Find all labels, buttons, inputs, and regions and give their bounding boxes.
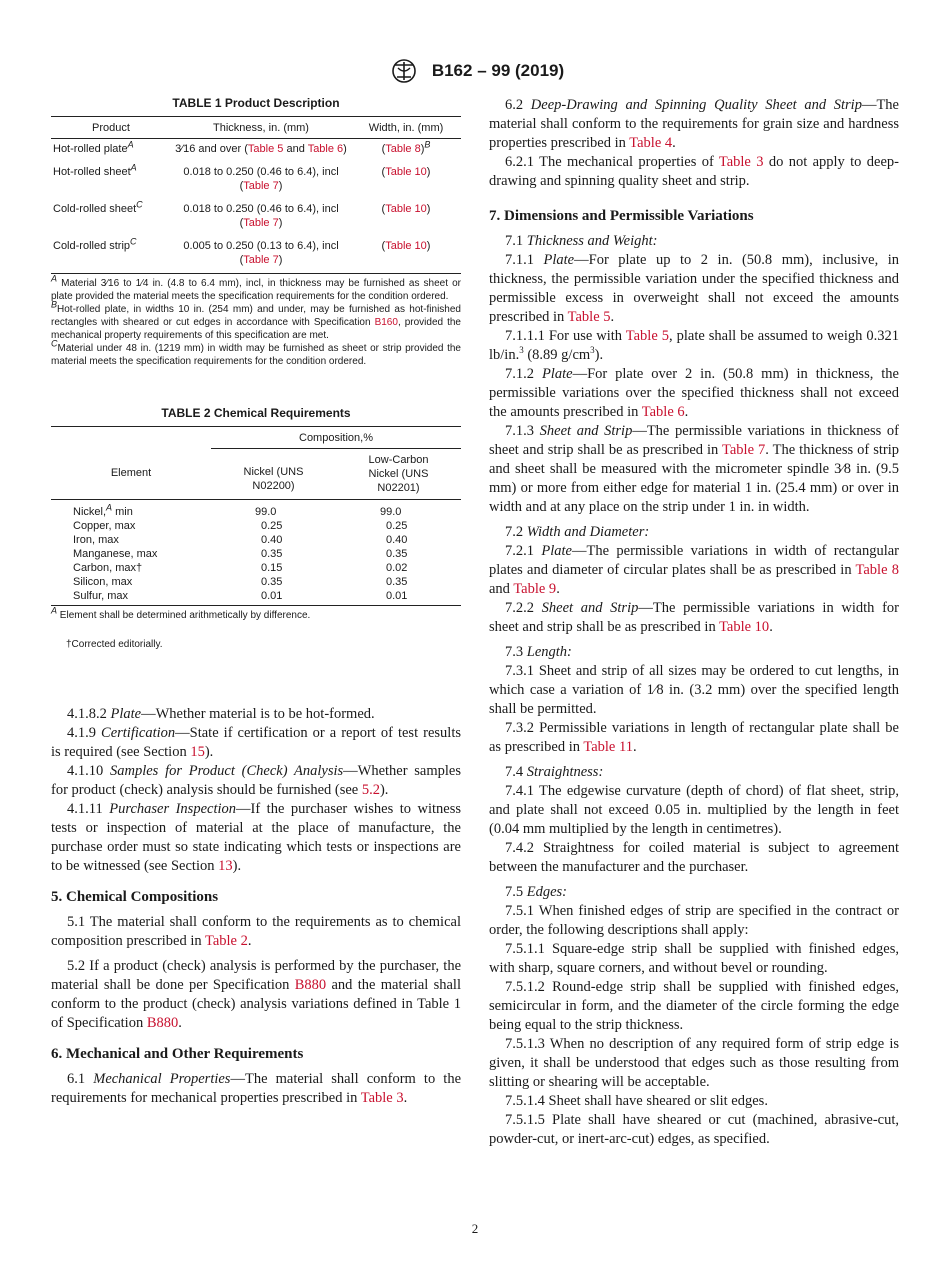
table-row: Hot-rolled plate$^A$ 3⁄16 and over (Table 5 and Table 6) (Table 8)$^B$	[53, 139, 431, 155]
link-table-7[interactable]: Table 7	[243, 254, 279, 266]
table2-header-composition: Composition,%	[211, 427, 461, 449]
link-section-5-2[interactable]: 5.2	[361, 782, 380, 798]
link-b160[interactable]: B160	[374, 317, 398, 328]
link-table-11[interactable]: Table 11	[583, 739, 633, 755]
standard-code: B162 – 99 (2019)	[431, 61, 565, 80]
table-row: Nickel,$^A$ min 99.0 99.0	[73, 502, 402, 518]
link-table-8[interactable]: Table 8	[385, 143, 421, 155]
para-7-1-1: 7.1.1 Plate—For plate up to 2 in. (50.8 mm), inclusive, in thickness, the permissible variation under the specified thickness and permissible excess in overweight shall not exceed the amounts prescribed in Table 5.	[489, 252, 899, 325]
link-section-15[interactable]: 15	[190, 744, 205, 760]
link-table-4[interactable]: Table 4	[629, 135, 673, 151]
product-description-table	[51, 116, 461, 274]
para-7-5-1-2: 7.5.1.2 Round-edge strip shall be supplied with finished edges, semicircular in form, and the diameter of the circle forming the edge being equal to the strip thickness.	[489, 979, 899, 1033]
para-5-1: 5.1 The material shall conform to the requirements as to chemical composition prescribed in Table 2.	[51, 914, 461, 949]
table1-header-product: Product	[92, 122, 130, 134]
para-7-4-2: 7.4.2 Straightness for coiled material is subject to agreement between the manufacturer and the purchaser.	[489, 840, 899, 875]
astm-logo-icon	[386, 58, 422, 84]
link-table-7[interactable]: Table 7	[243, 180, 279, 192]
para-7-4: 7.4 Straightness:	[505, 764, 604, 780]
para-7-5-1-4: 7.5.1.4 Sheet shall have sheared or slit edges.	[505, 1093, 768, 1109]
link-table-10[interactable]: Table 10	[385, 166, 427, 178]
link-b880[interactable]: B880	[294, 977, 327, 993]
para-7-5-1-3: 7.5.1.3 When no description of any required form of strip edge is given, it shall be understood that edges such as those resulting from slitting or shearing will be acceptable.	[489, 1036, 899, 1090]
table2-note: †Corrected editorially.	[66, 639, 163, 650]
table-row: Sulfur, max 0.01 0.01	[51, 589, 461, 606]
para-7-1-3: 7.1.3 Sheet and Strip—The permissible variations in thickness of sheet and strip shall be as prescribed in Table 7. The thickness of strip and sheet shall be measured with the micrometer spindle 3⁄8 in. (9.5 mm) or more from either edge for material 1 in. (25.4 mm) or over in width and at any place on the strip under 1 in. in width.	[489, 423, 899, 515]
left-column	[51, 96, 461, 1108]
link-table-5[interactable]: Table 5	[567, 309, 611, 325]
para-7-4-1: 7.4.1 The edgewise curvature (depth of chord) of flat sheet, strip, and plate shall not exceed 0.05 in. multiplied by the length in feet (0.04 mm multiplied by the length in centimetres).	[489, 783, 899, 837]
table2-title: TABLE 2 Chemical Requirements	[161, 406, 351, 420]
table2-header-nickel: Nickel (UNS N02200)	[243, 466, 304, 492]
table-row: Cold-rolled strip$^C$ 0.005 to 0.250 (0.13 to 6.4), incl (Table 7) (Table 10)	[51, 236, 461, 274]
para-7-5-1-5: 7.5.1.5 Plate shall have sheared or cut (machined, abrasive-cut, powder-cut, or inert-arc-cut) edges, as specified.	[489, 1112, 899, 1147]
para-6-2-1: 6.2.1 The mechanical properties of Table 3 do not apply to deep-drawing and spinning quality sheet and strip.	[489, 154, 899, 189]
para-7-2-2: 7.2.2 Sheet and Strip—The permissible variations in width for sheet and strip shall be as prescribed in Table 10.	[489, 600, 899, 635]
link-table-10[interactable]: Table 10	[385, 240, 427, 252]
link-table-10[interactable]: Table 10	[385, 203, 427, 215]
table1-header-width: Width, in. (mm)	[368, 122, 444, 134]
para-7-5: 7.5 Edges:	[505, 884, 568, 900]
table-row: Copper, max 0.25 0.25	[73, 520, 408, 532]
para-7-2: 7.2 Width and Diameter:	[505, 524, 650, 540]
link-table-6[interactable]: Table 6	[641, 404, 685, 420]
link-table-2[interactable]: Table 2	[204, 933, 248, 949]
link-table-10[interactable]: Table 10	[719, 619, 770, 635]
para-4-1-9: 4.1.9 Certification—State if certification or a report of test results is required (see Section 15).	[51, 725, 461, 760]
heading-section-5: 5. Chemical Compositions	[51, 889, 219, 905]
table1-footnote-a: $^A$ Material 3⁄16 to 1⁄4 in. (4.8 to 6.4 mm), incl, in thickness may be furnished as sheet or plate provided the material meets the specification requirements for the condition ordered.	[51, 273, 461, 302]
para-7-5-1-1: 7.5.1.1 Square-edge strip shall be supplied with finished edges, with sharp, square corners, and without bevel or rounding.	[489, 941, 899, 976]
table1-footnote-b: $^B$Hot-rolled plate, in widths 10 in. (254 mm) and under, may be furnished as hot-finished rectangles with sheared or cut edges in accordance with Specification B160, provided the mechanical property requirements of this specification are met.	[51, 299, 461, 341]
table-row: Iron, max 0.40 0.40	[73, 534, 408, 546]
link-table-7[interactable]: Table 7	[722, 442, 766, 458]
para-7-1-1-1: 7.1.1.1 For use with Table 5, plate shall be assumed to weigh 0.321 lb/in.$^3$ (8.89 $g/cm^3$).	[489, 328, 900, 363]
link-b880[interactable]: B880	[146, 1015, 179, 1031]
page-number: 2	[471, 1221, 479, 1236]
table2-header-low-carbon-nickel: Low-Carbon Nickel (UNS N02201)	[368, 454, 429, 494]
link-table-9[interactable]: Table 9	[513, 581, 557, 597]
table-row: Hot-rolled sheet$^A$ 0.018 to 0.250 (0.46 to 6.4), incl (Table 7) (Table 10)	[53, 162, 431, 192]
link-table-5[interactable]: Table 5	[247, 143, 284, 155]
table1-title: TABLE 1 Product Description	[172, 96, 340, 110]
chemical-requirements-table	[51, 426, 461, 606]
para-4-1-11: 4.1.11 Purchaser Inspection—If the purchaser wishes to witness tests or inspection of material at the place of manufacture, the purchase order must so state indicating which tests or inspections are to be witnessed (see Section 13).	[51, 801, 462, 874]
para-7-1: 7.1 Thickness and Weight:	[505, 233, 658, 249]
table-row: Carbon, max† 0.15 0.02	[73, 562, 408, 574]
heading-section-6: 6. Mechanical and Other Requirements	[51, 1046, 304, 1062]
link-table-3[interactable]: Table 3	[718, 154, 764, 170]
table2-footnote-a: $^A$ Element shall be determined arithmetically by difference.	[51, 605, 311, 621]
table1-footnotes	[51, 273, 461, 368]
link-table-6[interactable]: Table 6	[307, 143, 344, 155]
para-7-1-2: 7.1.2 Plate—For plate over 2 in. (50.8 mm) in thickness, the permissible variations over the specified thickness shall not exceed the amounts prescribed in Table 6.	[489, 366, 899, 420]
table-row: Manganese, max 0.35 0.35	[73, 548, 408, 560]
link-table-3[interactable]: Table 3	[360, 1090, 404, 1106]
table1-header-thickness: Thickness, in. (mm)	[213, 122, 309, 134]
table-row: Cold-rolled sheet$^C$ 0.018 to 0.250 (0.46 to 6.4), incl (Table 7) (Table 10)	[53, 199, 431, 229]
para-7-5-1: 7.5.1 When finished edges of strip are specified in the contract or order, the following descriptions shall apply:	[489, 903, 899, 938]
para-7-3: 7.3 Length:	[505, 644, 572, 660]
link-table-8[interactable]: Table 8	[855, 562, 899, 578]
table-row: Silicon, max 0.35 0.35	[73, 576, 408, 588]
para-7-3-1: 7.3.1 Sheet and strip of all sizes may be ordered to cut lengths, in which case a variation of 1⁄8 in. (3.2 mm) over the specified length shall be permitted.	[489, 663, 899, 717]
para-6-1: 6.1 Mechanical Properties—The material shall conform to the requirements for mechanical properties prescribed in Table 3.	[51, 1071, 462, 1106]
para-5-2: 5.2 If a product (check) analysis is performed by the purchaser, the material shall be done per Specification B880 and the material shall conform to the product (check) analysis variations defined in Table 1 of Specification B880.	[51, 958, 461, 1031]
right-column	[489, 96, 899, 1149]
left-body-text	[51, 705, 461, 1108]
para-4-1-8-2: 4.1.8.2 Plate—Whether material is to be hot-formed.	[67, 706, 375, 722]
table1-footnote-c: $^C$Material under 48 in. (1219 mm) in width may be furnished as sheet or strip provided the material meets the specification requirements for the condition ordered.	[51, 338, 461, 367]
link-table-7[interactable]: Table 7	[243, 217, 279, 229]
page-header	[0, 58, 950, 84]
link-table-5[interactable]: Table 5	[625, 328, 670, 344]
table2-header-element: Element	[110, 467, 152, 479]
para-6-2: 6.2 Deep-Drawing and Spinning Quality Sheet and Strip—The material shall conform to the requirements for grain size and hardness properties prescribed in Table 4.	[489, 97, 899, 151]
para-7-3-2: 7.3.2 Permissible variations in length of rectangular plate shall be as prescribed in Table 11.	[489, 720, 899, 755]
para-7-2-1: 7.2.1 Plate—The permissible variations in width of rectangular plates and diameter of circular plates shall be as prescribed in Table 8 and Table 9.	[489, 543, 899, 597]
link-section-13[interactable]: 13	[218, 858, 233, 874]
para-4-1-10: 4.1.10 Samples for Product (Check) Analysis—Whether samples for product (check) analysis should be furnished (see 5.2).	[51, 763, 462, 798]
heading-section-7: 7. Dimensions and Permissible Variations	[489, 208, 754, 224]
